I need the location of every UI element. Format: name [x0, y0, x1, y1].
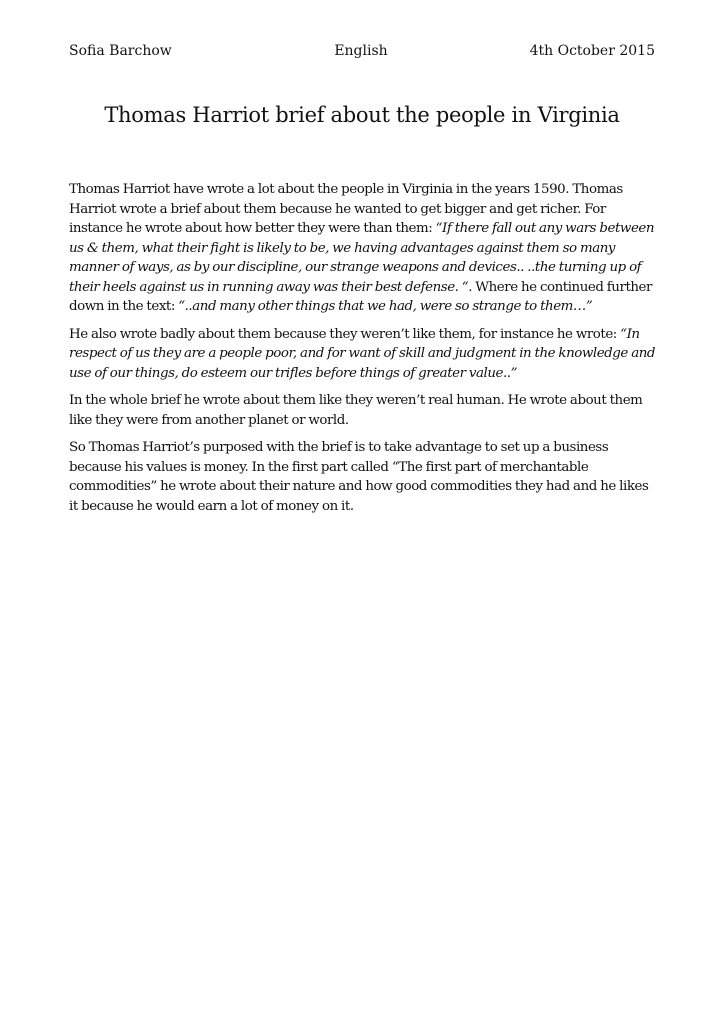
paragraph-2-text: He also wrote badly about them because they weren’t like them, for instance he wrote:	[69, 326, 621, 342]
paragraph-2	[69, 325, 659, 384]
page-header	[69, 43, 655, 63]
document-date: 4th October 2015	[529, 43, 655, 59]
subject-name: English	[334, 43, 388, 59]
paragraph-3: In the whole brief he wrote about them like they weren’t real human. He wrote about them like they were from another planet or world.	[69, 393, 643, 428]
paragraph-1-text-2: Where he continued further down in the text:	[69, 279, 652, 314]
paragraph-2-quote: “In respect of us they are a people poor, and for want of skill and judgment in the knowledge and use of our things, do esteem our trifles before things of greater value..”	[69, 326, 656, 381]
paragraph-1	[69, 180, 659, 317]
paragraph-1-quote-2: “..and many other things that we had, were so strange to them…”	[178, 299, 593, 314]
document-body	[69, 180, 659, 524]
paragraph-1-text: Thomas Harriot have wrote a lot about the people in Virginia in the years 1590. Thomas Harriot wrote a brief about them because he wanted to get bigger and get richer. For instance he wrote about how better they were than them:	[69, 182, 623, 236]
paragraph-1-quote-1: “If there fall out any wars between us & them, what their fight is likely to be, we having advantages against them so many manner of ways, as by our discipline, our strange weapons and devices.. ..the turning up of their heels against us in running away was their best defense. “.	[69, 221, 655, 295]
document-title: Thomas Harriot brief about the people in Virginia	[104, 103, 620, 127]
author-name: Sofia Barchow	[69, 43, 172, 59]
paragraph-4: So Thomas Harriot’s purposed with the brief is to take advantage to set up a business because his values is money. In the first part called “The first part of merchantable commodities” he wrote about their nature and how good commodities they had and he likes it because he would earn a lot of money on it.	[69, 440, 649, 514]
